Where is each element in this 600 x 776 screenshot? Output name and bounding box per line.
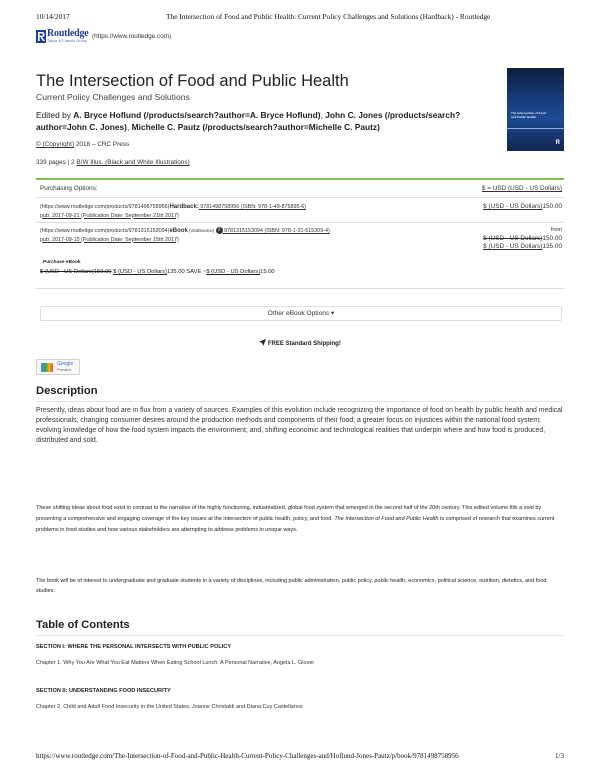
toc-section-1: SECTION I: WHERE THE PERSONAL INTERSECTS WITH PUBLIC POLICY <box>36 644 232 650</box>
google-preview-sublabel: Preview <box>57 367 72 372</box>
other-ebook-options-button[interactable]: Other eBook Options ▾ <box>40 306 562 321</box>
purchase-accent-bar <box>36 178 564 180</box>
purchase-ebook-box[interactable] <box>40 258 300 280</box>
cover-divider <box>507 128 564 129</box>
from-label: from <box>550 227 562 233</box>
google-preview-icon <box>41 363 53 372</box>
hardback-option[interactable] <box>40 203 440 220</box>
hardback-price <box>483 203 562 212</box>
copyright-publisher: 2018 – CRC Press <box>74 141 130 148</box>
currency-selector[interactable]: $ = USD (USD - US Dollars) <box>481 185 562 192</box>
toc-divider <box>36 635 564 636</box>
google-preview-button[interactable] <box>36 359 80 375</box>
ebook-format-label: eBook <box>169 228 188 234</box>
copyright-line <box>36 141 129 148</box>
paper-plane-icon <box>259 339 266 346</box>
ebook-price <box>483 226 562 252</box>
footer-url: https://www.routledge.com/The-Intersection-of-Food-and-Public-Health-Current-Policy-Challenges-and/Hoflund-Jones-Pautz/p/book/9781498758956 <box>36 752 459 760</box>
print-date: 10/14/2017 <box>36 12 70 21</box>
description-heading: Description <box>36 385 98 397</box>
book-cover-image[interactable] <box>507 68 564 151</box>
logo-tagline: Taylor & Francis Group <box>47 39 88 43</box>
hardback-format-label: Hardback: <box>169 204 199 210</box>
divider <box>36 288 564 289</box>
print-footer <box>36 752 564 762</box>
vitalsource-label: (VitalSource) <box>187 228 216 233</box>
ebook-currency-link-new[interactable]: $ (USD - US Dollars) <box>483 243 543 251</box>
ebook-url[interactable]: (https://www.routledge.com/products/9781315153094) <box>40 228 170 234</box>
desc-p2-part1: These shifting ideas about food exist in contrast to the narrative of the highly functioning, industrialized, global food system that emerged in the second half of the 20th century. This edited volume fills a void by presenting a comprehensive and engaging coverage of the key issues at the intersection of public health, policy, and food. <box>36 505 542 522</box>
ebook-price-new: 135.00 <box>542 243 562 251</box>
page-count: 339 pages | 2 <box>36 159 77 166</box>
desc-p2-book-title: The Intersection of Food and Public Health <box>334 515 439 522</box>
editor-link-hoflund[interactable]: A. Bryce Hoflund (/products/search?author=A. Bryce Hoflund) <box>73 110 321 120</box>
hardback-pub-date: pub: 2017-09-21 (Publication Date: September 21th 2017) <box>40 212 179 219</box>
description-paragraph-1: Presently, ideas about food are in flux from a variety of sources. Examples of this evolution include recognizing the importance of food on health by public health and medical professionals; changing consumer desires around the production methods and components of their food; a greater focus on injustices within the national food system; evolving knowledge of how the food system impacts the environment; and, shifting economic and technological realities that underpin where and how food is produced, distributed and sold. <box>36 407 563 445</box>
purchasing-options-heading: Purchasing Options: <box>40 185 98 192</box>
desc-p2-part2: is comprised of research that examines current problems in food studies and how various stakeholders are attempting to address problems in unique ways. <box>36 515 555 533</box>
ebook-price-old: 150.00 <box>542 234 562 242</box>
logo-text: Routledge <box>47 28 89 39</box>
copyright-link[interactable]: © (Copyright) <box>36 141 75 148</box>
footer-page-number: 1/3 <box>555 752 564 760</box>
editor-link-pautz[interactable]: Michelle C. Pautz (/products/search?author=Michelle C. Pautz) <box>131 122 380 133</box>
description-paragraph-3: The book will be of interest to undergraduate and graduate students in a variety of disciplines, including public administration, public policy, public health, economics, political science, nutrition, dietetics, and food studies. <box>36 578 547 594</box>
edited-by-label: Edited by <box>36 110 74 120</box>
save-label: SAVE ~ <box>184 269 207 275</box>
print-page-title: The Intersection of Food and Public Health: Current Policy Challenges and Solutions (Hardback) - Routledge <box>166 12 491 21</box>
ebook-currency-link-old[interactable]: $ (USD - US Dollars) <box>483 234 543 242</box>
cover-title: The Intersection of Food and Public Health <box>511 111 546 119</box>
editor-separator: , <box>126 122 132 133</box>
save-currency-link[interactable]: $ (USD - US Dollars) <box>206 269 261 275</box>
old-price-value: 150.00 <box>93 269 112 275</box>
ebook-isbn[interactable]: 9781315153094 (ISBN: 978-1-31-515309-4) <box>222 228 330 234</box>
toc-section-2: SECTION II: UNDERSTANDING FOOD INSECURITY <box>36 688 171 694</box>
editors <box>36 109 506 134</box>
logo-link[interactable]: (https://www.routledge.com) <box>92 33 172 40</box>
new-price-value: 135.00 <box>166 269 185 275</box>
info-icon[interactable]: i <box>216 227 223 234</box>
description-paragraph-2 <box>36 503 564 536</box>
google-preview-label: Google <box>57 361 74 367</box>
ebook-savings <box>40 269 275 275</box>
illustrations-link[interactable]: B/W Illus. (Black and White Illustrations) <box>76 159 190 166</box>
divider <box>36 197 564 198</box>
divider <box>36 222 564 223</box>
page-title: The Intersection of Food and Public Health <box>36 72 349 90</box>
toc-chapter-2: Chapter 2. Child and Adult Food Insecurity in the United States, Joanne Christaldi and Diana Cuy Castellanos <box>36 704 303 710</box>
new-price-link[interactable]: $ (USD - US Dollars) <box>113 269 167 275</box>
editor-separator: , <box>320 110 326 120</box>
description-divider <box>36 401 564 402</box>
print-header <box>36 12 564 22</box>
toc-heading: Table of Contents <box>36 619 130 631</box>
ebook-pub-date: pub: 2017-09-15 (Publication Date: September 15th 2017) <box>40 236 179 243</box>
free-shipping-text: FREE Standard Shipping! <box>267 341 341 347</box>
page-count-line <box>36 159 190 166</box>
purchase-ebook-label: Purchase eBook <box>43 260 81 265</box>
ebook-option[interactable] <box>40 227 440 244</box>
hardback-url[interactable]: (https://www.routledge.com/products/9781498758956) <box>40 204 170 210</box>
old-price-link[interactable]: $ (USD - US Dollars) <box>40 269 94 275</box>
save-amount: 15.00 <box>260 269 275 275</box>
hardback-isbn[interactable]: 9781498758956 (ISBN: 978-1-49-875895-6) <box>198 204 307 210</box>
site-logo-row[interactable] <box>36 27 236 47</box>
free-shipping-notice <box>36 339 564 347</box>
cover-publisher-badge: R <box>555 140 560 146</box>
hardback-currency-link[interactable]: $ (USD - US Dollars) <box>483 203 543 210</box>
hardback-price-value: 150.00 <box>542 203 562 210</box>
toc-chapter-1: Chapter 1. Why You Are What You Eat Matters When Eating School Lunch: A Personal Narrative, Angela L. Glover <box>36 660 315 666</box>
page-subtitle: Current Policy Challenges and Solutions <box>36 92 190 102</box>
routledge-logo-icon <box>36 30 46 43</box>
editor-link-jones[interactable]: John C. Jones (/products/search?author=John C. Jones) <box>36 110 461 133</box>
